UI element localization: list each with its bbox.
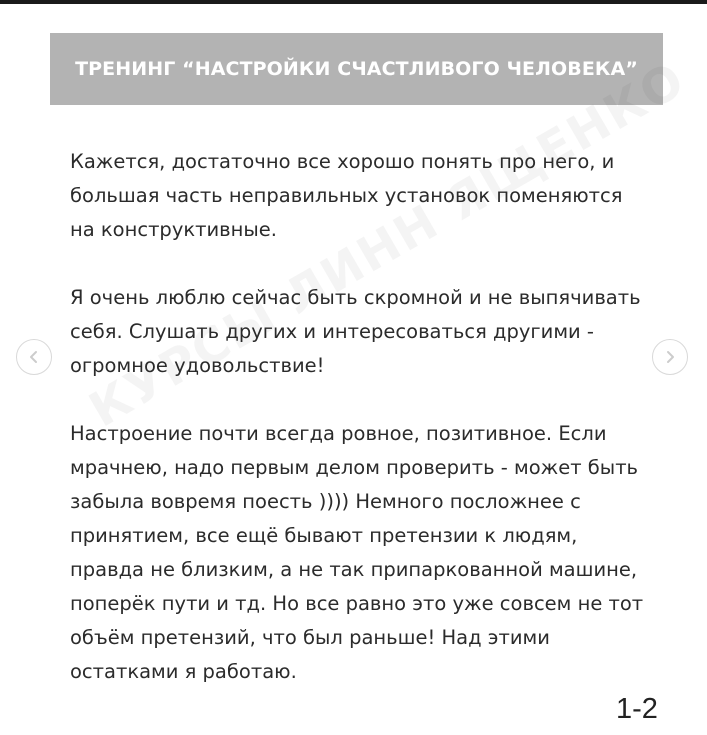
- page-title: ТРЕНИНГ “НАСТРОЙКИ СЧАСТЛИВОГО ЧЕЛОВЕКА”: [75, 58, 638, 80]
- next-slide-button[interactable]: [652, 339, 688, 375]
- top-strip: [0, 0, 707, 4]
- page-indicator: 1-2: [616, 693, 658, 725]
- chevron-right-icon: [663, 350, 677, 364]
- chevron-left-icon: [27, 350, 41, 364]
- header-bar: [50, 33, 663, 105]
- paragraph: Настроение почти всегда ровное, позитивное. Если мрачнею, надо первым делом проверить - может быть забыла вовремя поесть )))) Немного посложнее с принятием, все ещё бывают претензии к людям, правда не близким, а не так припаркованной машине, поперёк пути и тд. Но все равно это уже совсем не тот объём претензий, что был раньше! Над этими остатками я работаю.: [70, 422, 644, 683]
- paragraph: Я очень люблю сейчас быть скромной и не выпячивать себя. Слушать других и интересоваться другими - огромное удовольствие!: [70, 286, 641, 377]
- review-text: [70, 145, 645, 723]
- prev-slide-button[interactable]: [16, 339, 52, 375]
- paragraph: Кажется, достаточно все хорошо понять про него, и большая часть неправильных установок поменяются на конструктивные.: [70, 150, 623, 241]
